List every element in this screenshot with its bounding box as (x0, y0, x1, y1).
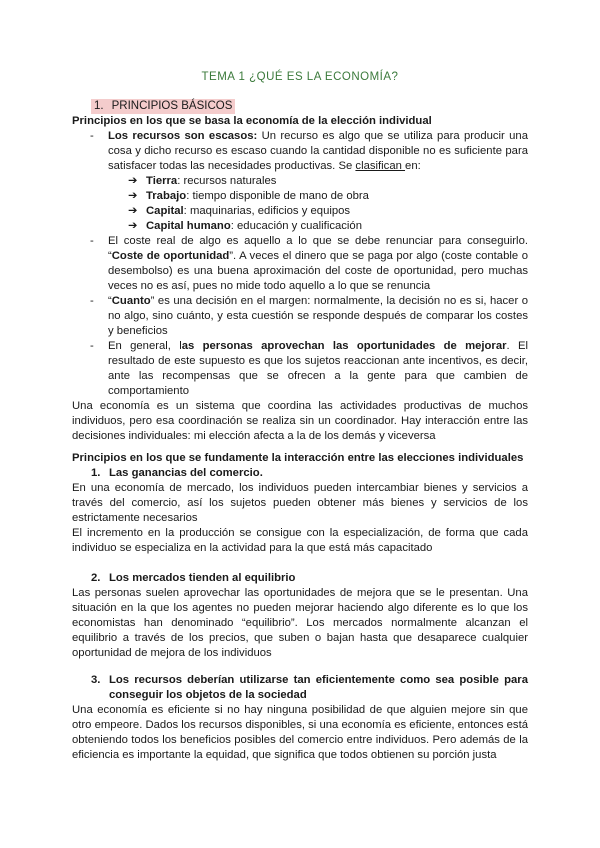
bullet-text-part: . El resultado de este supuesto es que los sujetos reaccionan ante incentivos, es decir, ante las recompensas que se ofrecen a la gente para que cambien de comportamiento (108, 340, 528, 397)
bullet-text-part: El coste real de algo es aquello a lo que se debe renunciar para conseguirlo. “ (108, 235, 528, 262)
heading-interaccion: Principios en los que se fundamente la interacción entre las elecciones individuales (72, 452, 524, 464)
bullet-oportunidades-mejorar (90, 339, 528, 399)
principle-3-heading (91, 673, 528, 703)
paragraph-economia-sistema: Una economía es un sistema que coordina las actividades productivas de muchos individuos, pero esa coordinación se realiza sin un coordinador. Hay interacción entre las decisiones individuales: mi elección afecta a la de los demás y viceversa (72, 400, 528, 442)
bullet-text (108, 294, 528, 339)
bullet-text-part: satisfacer todas las necesidades productivas. Se (108, 160, 356, 172)
resource-desc: : recursos naturales (177, 175, 277, 187)
arrow-icon: ➔ (128, 190, 138, 202)
principle-title: Los mercados tienden al equilibrio (109, 572, 296, 584)
resource-item-trabajo (128, 189, 369, 204)
principle-1-heading (91, 466, 263, 481)
principle-2-text: Las personas suelen aprovechar las oportunidades de mejora que se le presentan. Una situación en la que los agentes no pueden mejorar haciendo algo diferente es lo que los economistas han denominado “equilibrio”. Los mercados normalmente alcanzan el equilibrio a través de los precios, que suben o bajan hasta que desaparece cualquier oportunidad de mejora de los individuos (72, 587, 528, 659)
resource-item-tierra (128, 174, 276, 189)
bullet-text-part: ”. A veces el dinero que se paga por algo (coste contable o desembolso) es una buena aproximación del coste de oportunidad, pero muchas veces no es así, pues no mide todo aquello a lo que se renuncia (108, 250, 528, 292)
bullet-text-line: cosa y dicho recurso es escaso cuando la cantidad disponible no es suficiente para (108, 145, 528, 157)
section-number: 1. (94, 100, 104, 112)
principle-1-text-2: El incremento en la producción se consigue con la especialización, de forma que cada individuo se especializa en la actividad para la que está más capacitado (72, 527, 528, 554)
section-heading-principios-basicos (91, 99, 235, 114)
arrow-icon: ➔ (128, 220, 138, 232)
resource-name: Capital (146, 205, 184, 217)
resource-name: Trabajo (146, 190, 187, 202)
bullet-bold: Coste de oportunidad (111, 250, 230, 262)
bullet-text (108, 339, 528, 399)
bullet-recursos-escasos (90, 129, 528, 174)
resource-item-capital (128, 204, 350, 219)
document-title: TEMA 1 ¿QUÉ ES LA ECONOMÍA? (201, 71, 399, 83)
arrow-icon: ➔ (128, 175, 138, 187)
underlined-word: clasifican (355, 160, 406, 172)
section-label: PRINCIPIOS BÁSICOS (111, 100, 233, 112)
resource-desc: : tiempo disponible de mano de obra (186, 190, 369, 202)
bullet-bold: as personas aprovechan las oportunidades de mejorar (181, 340, 507, 352)
bullet-text (108, 234, 528, 294)
resource-name: Tierra (146, 175, 178, 187)
principle-1-text: En una economía de mercado, los individuos pueden intercambiar bienes y servicios a través del comercio, así los sujetos pueden obtener más bienes y servicios de los estrictamente necesarios (72, 482, 528, 524)
principle-number: 3. (91, 674, 101, 686)
principle-title-line2: conseguir los objetos de la sociedad (109, 689, 307, 701)
bullet-text-part: En general, l (108, 340, 182, 352)
principle-number: 2. (91, 572, 101, 584)
principle-2-heading (91, 571, 295, 586)
principle-title: Las ganancias del comercio. (109, 467, 263, 479)
bullet-text-part: en: (405, 160, 421, 172)
heading-eleccion-individual: Principios en los que se basa la economía de la elección individual (72, 115, 432, 127)
bullet-dash: - (90, 340, 94, 352)
resource-name: Capital humano (146, 220, 231, 232)
bullet-bold: Los recursos son escasos: (108, 130, 258, 142)
bullet-coste-oportunidad (90, 234, 528, 294)
bullet-dash: - (90, 295, 94, 307)
bullet-cuanto (90, 294, 528, 339)
resource-item-capital-humano (128, 219, 362, 234)
bullet-text-part: “ (108, 295, 112, 307)
principle-number: 1. (91, 467, 101, 479)
principle-title: Los recursos deberían utilizarse tan eficientemente como sea posible para (109, 674, 528, 686)
bullet-dash: - (90, 130, 94, 142)
bullet-text-part: ” es una decisión en el margen: normalmente, la decisión no es si, hacer o no algo, sino cuánto, y esta cuestión se responde después de comparar los costes y beneficios (108, 295, 528, 337)
bullet-dash: - (90, 235, 94, 247)
bullet-bold: Cuanto (111, 295, 151, 307)
resource-desc: : maquinarias, edificios y equipos (183, 205, 351, 217)
resource-desc: : educación y cualificación (230, 220, 362, 232)
arrow-icon: ➔ (128, 205, 138, 217)
principle-3-text: Una economía es eficiente si no hay ninguna posibilidad de que alguien mejore sin que otro empeore. Dados los recursos disponibles, si una economía es eficiente, entonces está obteniendo todos los beneficios posibles del comercio entre individuos. Pero además de la eficiencia es importante la equidad, que significa que todos obtienen su porción justa (72, 704, 528, 761)
bullet-text-part: Un recurso es algo que se utiliza para producir una (257, 130, 528, 142)
bullet-text (108, 129, 528, 174)
